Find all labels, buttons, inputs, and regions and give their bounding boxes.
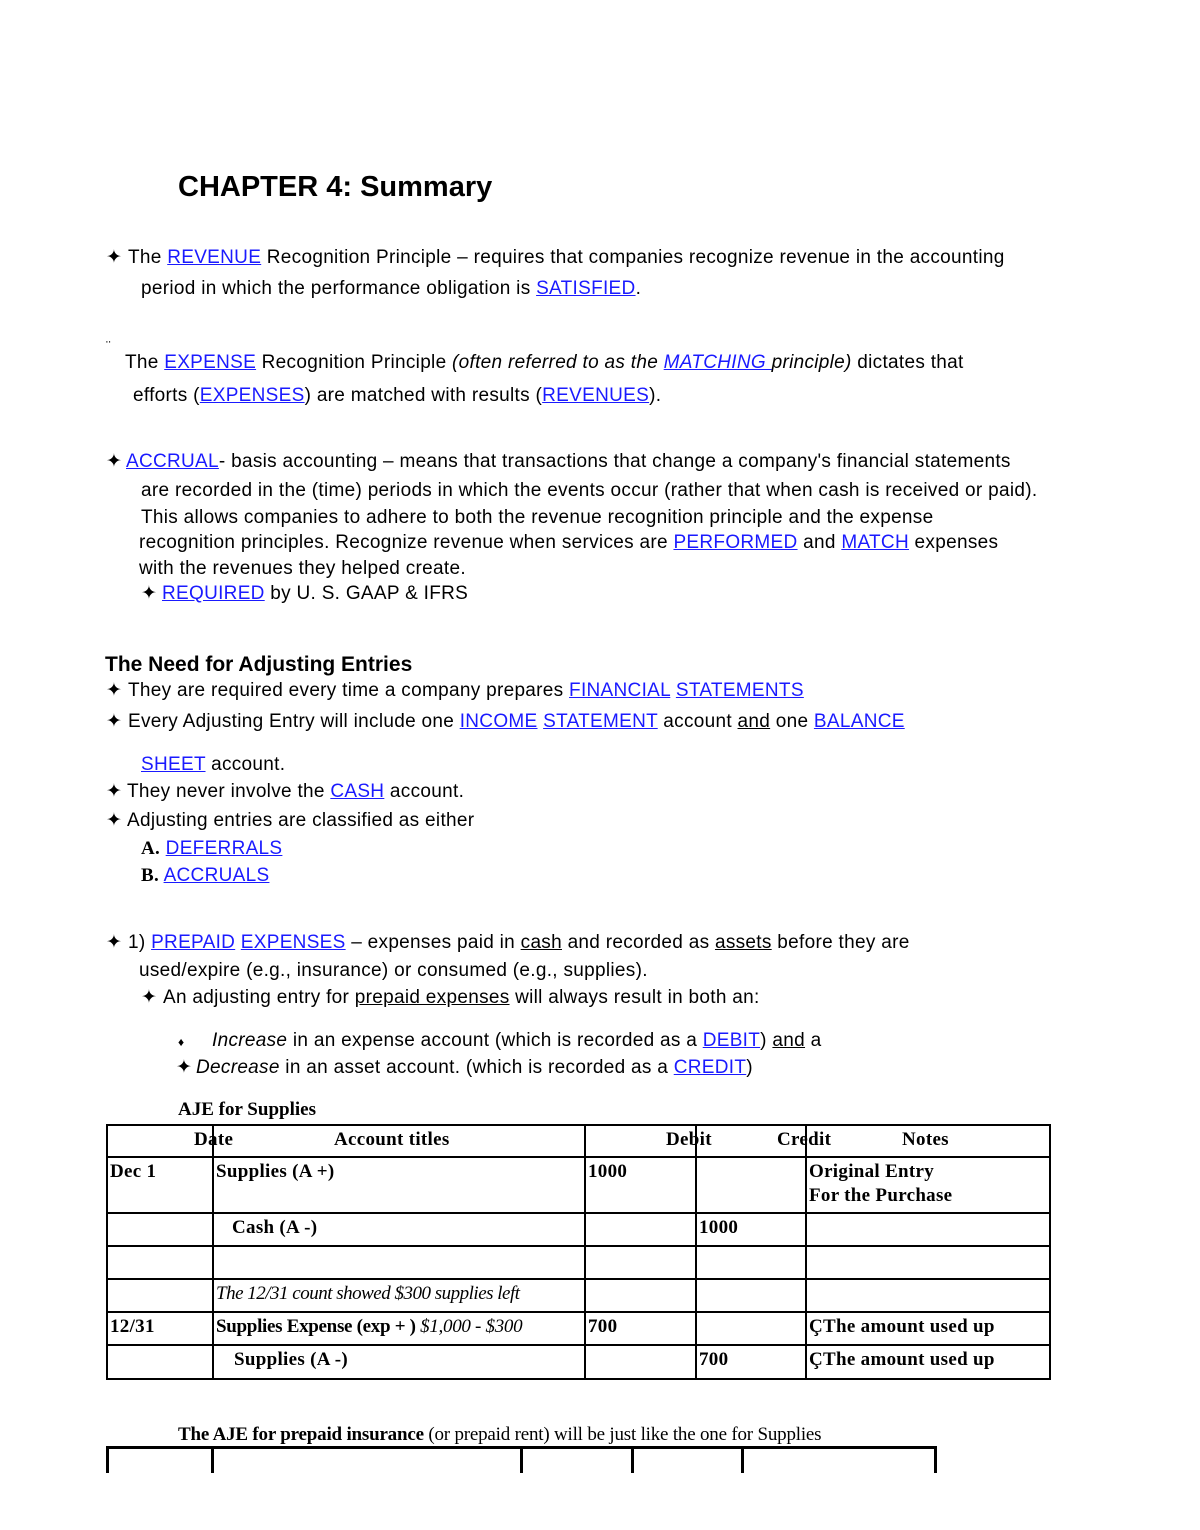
accrual-line-3: This allows companies to adhere to both the revenue recognition principle and the expense	[141, 507, 934, 528]
list-item-b: B. ACCRUALS	[141, 865, 270, 886]
table-row	[107, 1246, 1050, 1279]
bullet-icon: ✦	[141, 987, 158, 1008]
revenue-line-1: ✦ The REVENUE Recognition Principle – requires that companies recognize revenue in the accounting	[106, 247, 1005, 268]
table-frame-divider	[106, 1446, 109, 1473]
aje-table	[106, 1124, 1051, 1380]
expenses-blank: EXPENSES	[240, 932, 346, 953]
section-heading: The Need for Adjusting Entries	[105, 653, 413, 676]
table-row: Dec 1 Supplies (A +) 1000 Original Entry For the Purchase	[107, 1157, 1050, 1213]
accrual-line-4: recognition principles. Recognize revenue when services are PERFORMED and MATCH expenses	[139, 532, 999, 553]
prepaid-line-1: ✦ 1) PREPAID EXPENSES – expenses paid in cash and recorded as assets before they are	[106, 932, 910, 953]
bullet-icon: ✦	[106, 680, 123, 701]
table-caption: AJE for Supplies	[178, 1099, 316, 1120]
bullet-icon: ✦	[106, 451, 123, 472]
need-bullet-2: ✦ Every Adjusting Entry will include one INCOME STATEMENT account and one BALANCE	[106, 711, 905, 732]
matching-blank: MATCHING	[663, 352, 772, 373]
statements-blank: STATEMENTS	[675, 680, 804, 701]
match-blank: MATCH	[841, 532, 909, 553]
expense-line-2: efforts (EXPENSES) are matched with results (REVENUES).	[133, 385, 662, 406]
revenue-blank: REVENUE	[167, 247, 262, 268]
sheet-blank: SHEET	[141, 754, 206, 775]
revenues-blank: REVENUES	[542, 385, 650, 406]
page-title: CHAPTER 4: Summary	[178, 171, 493, 203]
prepaid-blank: PREPAID	[151, 932, 236, 953]
accrual-sub-bullet: ✦ REQUIRED by U. S. GAAP & IFRS	[141, 583, 469, 604]
credit-blank: CREDIT	[673, 1057, 747, 1078]
footer-note: The AJE for prepaid insurance (or prepaid rent) will be just like the one for Supplies	[178, 1424, 822, 1445]
accrual-line-2: are recorded in the (time) periods in which the events occur (rather that when cash is received or paid).	[141, 480, 1038, 501]
required-blank: REQUIRED	[162, 583, 265, 604]
header-notes: Notes	[806, 1125, 1050, 1157]
table-row: The 12/31 count showed $300 supplies left	[107, 1279, 1050, 1312]
bullet-icon: ✦	[141, 583, 158, 604]
increase-item: ♦ Increase in an expense account (which is recorded as a DEBIT) and a	[178, 1030, 822, 1051]
bullet-icon: ✦	[106, 247, 123, 268]
accruals-blank: ACCRUALS	[163, 865, 270, 886]
table-row: 12/31 Supplies Expense (exp + ) $1,000 - $300 700 ÇThe amount used up	[107, 1312, 1050, 1345]
satisfied-blank: SATISFIED	[536, 278, 636, 299]
revenue-line-2: period in which the performance obligation is SATISFIED.	[141, 278, 642, 299]
table-header-row	[107, 1125, 1050, 1157]
bullet-icon: ✦	[106, 932, 123, 953]
prepaid-line-2: used/expire (e.g., insurance) or consumed (e.g., supplies).	[139, 960, 648, 981]
income-blank: INCOME	[459, 711, 538, 732]
debit-blank: DEBIT	[702, 1030, 761, 1051]
table-frame-divider	[934, 1446, 937, 1473]
expense-blank: EXPENSE	[164, 352, 257, 373]
notes-cell: Original Entry For the Purchase	[806, 1157, 1050, 1213]
performed-blank: PERFORMED	[673, 532, 798, 553]
need-bullet-1: ✦ They are required every time a company prepares FINANCIAL STATEMENTS	[106, 680, 804, 701]
bullet-icon: ✦	[106, 781, 123, 802]
list-item-a: A. DEFERRALS	[141, 838, 283, 859]
bullet-icon: ✦	[106, 810, 123, 831]
table-frame-divider	[631, 1446, 634, 1473]
table-frame-divider	[741, 1446, 744, 1473]
table-frame-divider	[211, 1446, 214, 1473]
cash-blank: CASH	[330, 781, 385, 802]
diamond-bullet-icon: ♦	[178, 1035, 185, 1049]
financial-blank: FINANCIAL	[569, 680, 671, 701]
header-date: Date	[107, 1125, 213, 1157]
statement-blank: STATEMENT	[543, 711, 658, 732]
header-debit: Debit	[585, 1125, 696, 1157]
table-row: Supplies (A -) 700 ÇThe amount used up	[107, 1345, 1050, 1379]
table-row: Cash (A -) 1000	[107, 1213, 1050, 1246]
need-bullet-2-cont: SHEET account.	[141, 754, 286, 775]
bullet-icon: ✦	[176, 1057, 193, 1078]
expenses-blank: EXPENSES	[199, 385, 305, 406]
table-frame-divider	[520, 1446, 523, 1473]
accrual-blank: ACCRUAL	[126, 451, 219, 472]
prepaid-sub-bullet: ✦ An adjusting entry for prepaid expenses will always result in both an:	[141, 987, 760, 1008]
header-account-titles: Account titles	[213, 1125, 585, 1157]
need-bullet-4: ✦ Adjusting entries are classified as either	[106, 810, 475, 831]
decrease-item: ✦ Decrease in an asset account. (which is recorded as a CREDIT)	[176, 1057, 753, 1078]
expense-marker: ¨	[106, 338, 111, 354]
deferrals-blank: DEFERRALS	[165, 838, 283, 859]
expense-line-1: The EXPENSE Recognition Principle (often referred to as the MATCHING principle) dictates that	[125, 352, 964, 373]
balance-blank: BALANCE	[813, 711, 905, 732]
bullet-icon: ✦	[106, 711, 123, 732]
accrual-line-5: with the revenues they helped create.	[139, 558, 466, 579]
accrual-line-1: ✦ ACCRUAL- basis accounting – means that transactions that change a company's financial statements	[106, 451, 1011, 472]
need-bullet-3: ✦ They never involve the CASH account.	[106, 781, 465, 802]
header-credit: Credit	[696, 1125, 806, 1157]
